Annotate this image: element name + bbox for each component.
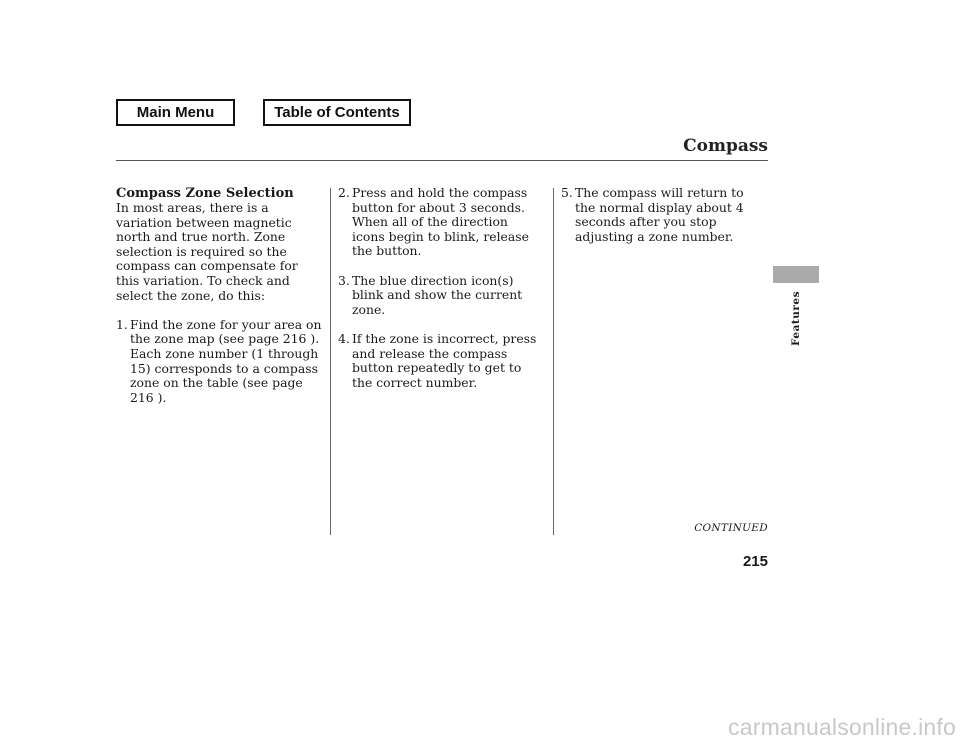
step-text: The compass will return to the normal display about 4 seconds after you stop adjusting a zone number. [575,185,744,244]
column-1 [116,186,324,405]
column-divider-2 [553,188,554,535]
page-number: 215 [742,553,768,570]
step-text: Press and hold the compass button for about 3 seconds. When all of the direction icons begin to blink, release the button. [352,185,529,259]
step-text: The blue direction icon(s) blink and show the current zone. [352,272,523,317]
page-title: Compass [683,136,768,156]
intro-paragraph: In most areas, there is a variation between magnetic north and true north. Zone selection is required so the compass can compensate for this variation. To check and select the zone, do this: [116,200,298,303]
step-1 [116,318,324,406]
step-number: 1. [116,316,128,332]
step-text: If the zone is incorrect, press and release the compass button repeatedly to get to the correct number. [352,330,537,390]
column-3 [561,186,761,244]
step-5 [561,186,761,244]
watermark: carmanualsonline.info [728,714,956,740]
title-divider [116,160,768,161]
step-number: 5. [561,185,573,200]
step-3 [338,274,544,318]
step-2 [338,186,544,259]
section-label: Features [790,291,802,346]
column-divider-1 [330,188,331,535]
table-of-contents-button[interactable]: Table of Contents [263,99,411,126]
step-number: 2. [338,185,350,200]
step-4 [338,332,544,390]
section-tab [773,266,819,283]
section-heading: Compass Zone Selection [116,186,294,201]
step-text: Find the zone for your area on the zone map (see page 216 ). Each zone number (1 through 15) corresponds to a compass zone on the table (see page 216 ). [130,316,322,405]
main-menu-button[interactable]: Main Menu [116,99,235,126]
column-2 [338,186,544,390]
step-number: 3. [338,272,350,288]
step-number: 4. [338,330,350,346]
continued-label: CONTINUED [694,522,768,534]
